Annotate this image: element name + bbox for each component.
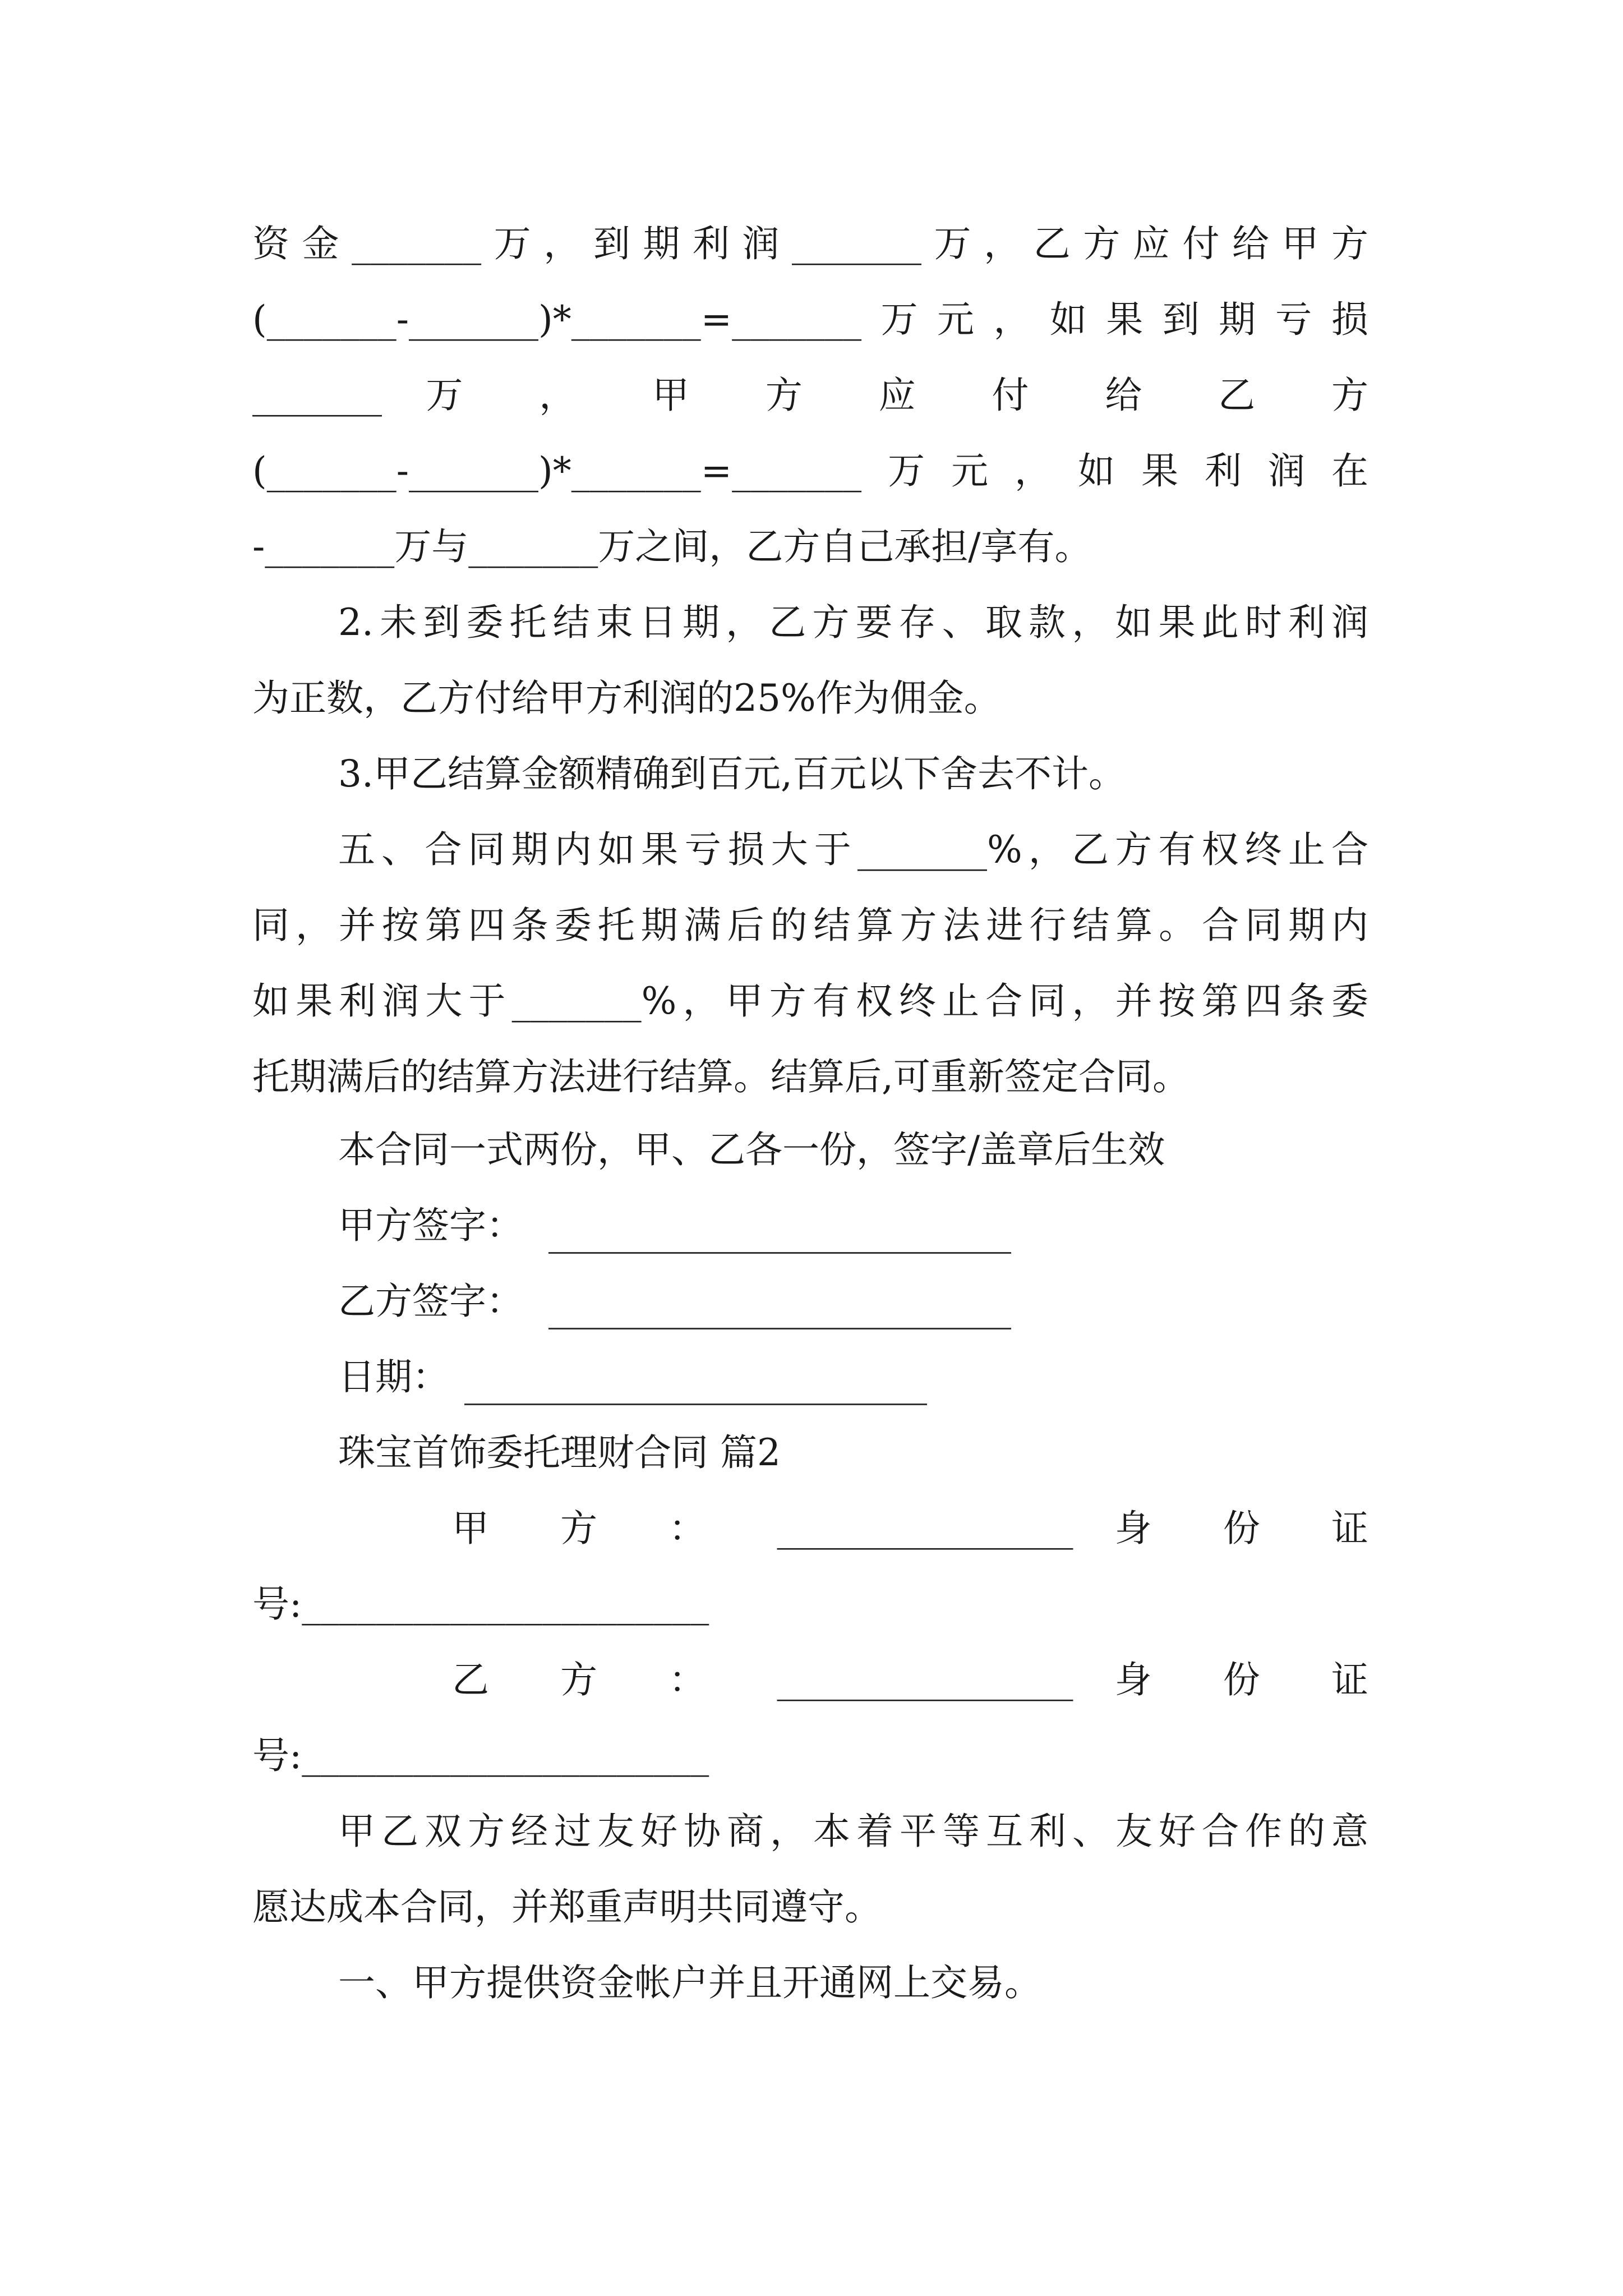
party-b-line: 乙 方 ： ________________ 身 份 证 [452,1658,1368,1701]
signature-line-party-b [548,1328,1011,1329]
date-line [464,1404,927,1405]
text-line: _______ 万 ， 甲 方 应 付 给 乙 方 [252,374,1368,417]
text-line: 如果利润大于_______%，甲方有权终止合同，并按第四条委 [252,979,1368,1023]
text-line: 本合同一式两份，甲、乙各一份，签字/盖章后生效 [338,1128,1165,1171]
text-line: -_______万与_______万之间，乙方自己承担/享有。 [252,525,1092,568]
signature-label-party-a: 甲方签字： [338,1204,523,1247]
text-line: 五、合同期内如果亏损大于_______%，乙方有权终止合 [338,828,1368,871]
text-line: (_______-_______)*_______=_______万元，如果利润在 [252,449,1368,493]
text-line: 愿达成本合同，并郑重声明共同遵守。 [252,1885,882,1929]
signature-line-party-a [548,1252,1011,1254]
text-line: 为正数，乙方付给甲方利润的25%作为佣金。 [252,677,1001,720]
text-line: 一、甲方提供资金帐户并且开通网上交易。 [338,1961,1041,2004]
party-a-id-line: 号:______________________ [252,1582,709,1626]
party-b-id-line: 号:______________________ [252,1734,709,1777]
text-line: 资金_______万，到期利润_______万，乙方应付给甲方 [252,222,1368,265]
party-a-line: 甲 方 ： ________________ 身 份 证 [452,1507,1368,1550]
text-line: 甲乙双方经过友好协商，本着平等互利、友好合作的意 [338,1810,1368,1853]
section-title: 珠宝首饰委托理财合同 篇2 [338,1431,781,1474]
text-line: (_______-_______)*_______=_______万元，如果到期亏损 [252,298,1368,341]
text-line: 托期满后的结算方法进行结算。结算后,可重新签定合同。 [252,1055,1189,1098]
text-line: 3.甲乙结算金额精确到百元,百元以下舍去不计。 [338,752,1126,795]
signature-label-party-b: 乙方签字： [338,1280,523,1323]
date-label: 日期： [338,1355,449,1398]
text-line: 2.未到委托结束日期，乙方要存、取款，如果此时利润 [338,601,1368,644]
text-line: 同，并按第四条委托期满后的结算方法进行结算。合同期内 [252,904,1368,947]
